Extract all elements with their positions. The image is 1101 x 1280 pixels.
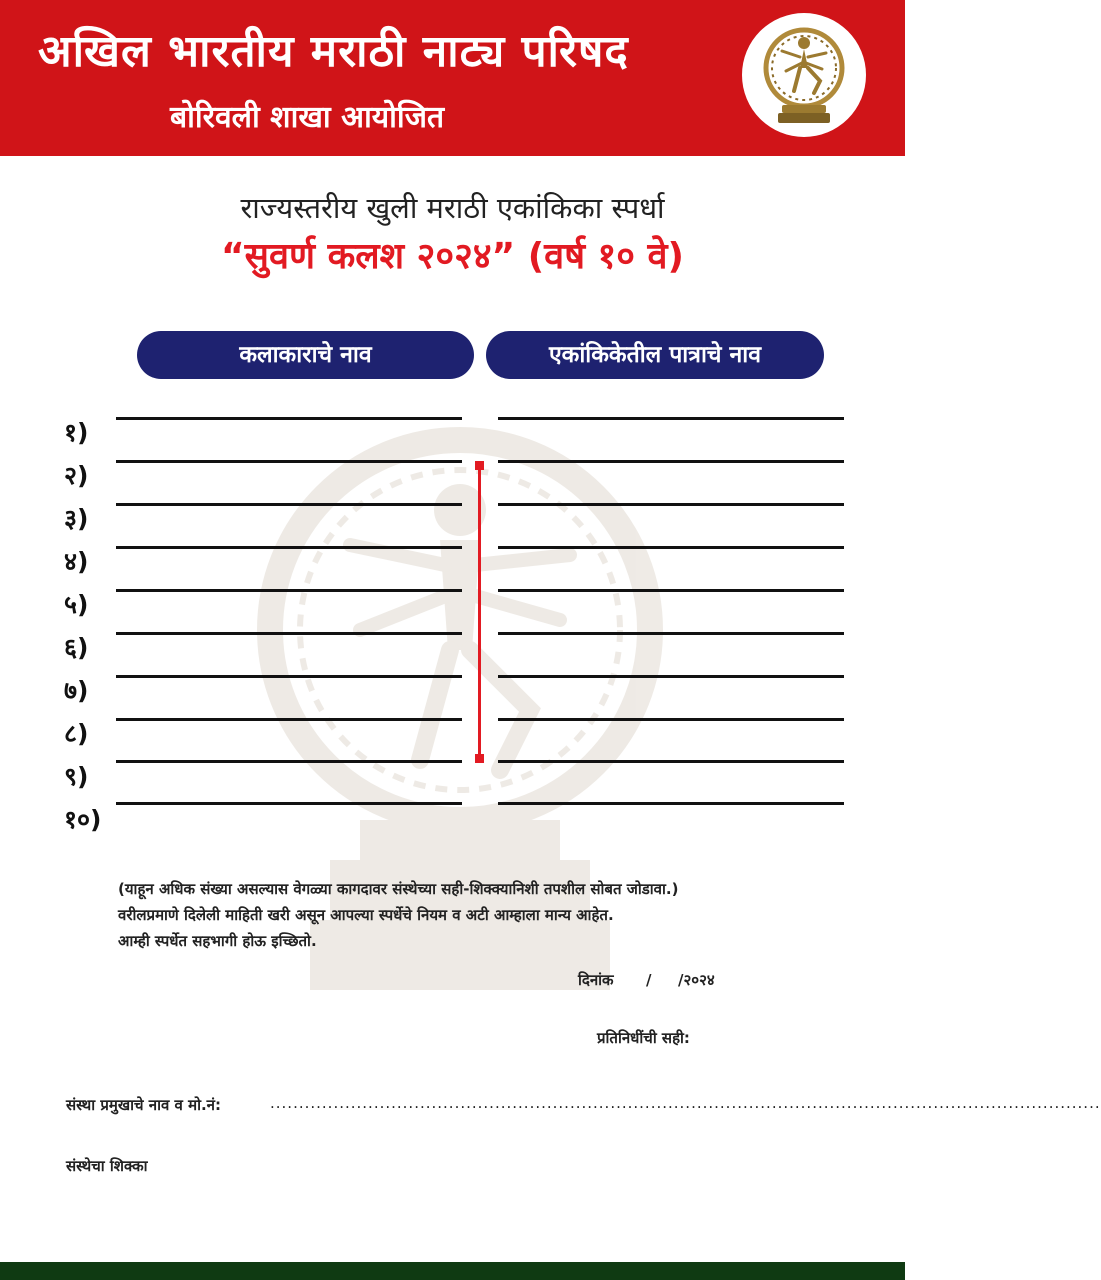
- column-divider: [478, 465, 481, 759]
- role-name-line[interactable]: [498, 417, 844, 420]
- note-participation: आम्ही स्पर्धेत सहभागी होऊ इच्छितो.: [118, 932, 317, 950]
- artist-name-line[interactable]: [116, 802, 462, 805]
- role-name-line[interactable]: [498, 589, 844, 592]
- artist-name-line[interactable]: [116, 675, 462, 678]
- role-name-line[interactable]: [498, 503, 844, 506]
- note-extra-sheet: (याहून अधिक संख्या असल्यास वेगळ्या कागदावर संस्थेच्या सही-शिक्क्यानिशी तपशील सोबत जोडावा.): [118, 880, 679, 898]
- role-name-line[interactable]: [498, 675, 844, 678]
- artist-name-line[interactable]: [116, 718, 462, 721]
- divider-cap-top: [475, 461, 484, 470]
- branch-subtitle: बोरिवली शाखा आयोजित: [170, 100, 445, 135]
- artist-name-line[interactable]: [116, 589, 462, 592]
- row-number: ९): [64, 762, 89, 791]
- footer-band: [0, 1262, 905, 1280]
- row-number: १): [64, 418, 89, 447]
- role-name-line[interactable]: [498, 760, 844, 763]
- date-separator: /: [646, 971, 652, 989]
- role-name-line[interactable]: [498, 632, 844, 635]
- artist-name-line[interactable]: [116, 503, 462, 506]
- row-number: १०): [64, 805, 102, 834]
- institution-head-field[interactable]: ................................................................................................................................................: [270, 1094, 1101, 1112]
- date-label: दिनांक: [578, 971, 614, 989]
- artist-name-line[interactable]: [116, 417, 462, 420]
- artist-name-line[interactable]: [116, 632, 462, 635]
- row-number: २): [64, 461, 89, 490]
- competition-title: राज्यस्तरीय खुली मराठी एकांकिका स्पर्धा: [240, 191, 665, 225]
- artist-name-line[interactable]: [116, 546, 462, 549]
- row-number: ६): [64, 633, 89, 662]
- row-number: ७): [64, 676, 89, 705]
- date-year[interactable]: /२०२४: [678, 971, 715, 989]
- note-declaration: वरीलप्रमाणे दिलेली माहिती खरी असून आपल्या स्पर्धेचे नियम व अटी आम्हाला मान्य आहेत.: [118, 906, 614, 924]
- institution-head-label: संस्था प्रमुखाचे नाव व मो.नं:: [66, 1096, 221, 1114]
- institution-stamp-label: संस्थेचा शिक्का: [66, 1157, 148, 1175]
- divider-cap-bottom: [475, 754, 484, 763]
- role-name-line[interactable]: [498, 718, 844, 721]
- row-number: ३): [64, 504, 89, 533]
- row-number: ४): [64, 547, 89, 576]
- competition-name: “सुवर्ण कलश २०२४” (वर्ष १० वे): [221, 236, 684, 277]
- artist-name-line[interactable]: [116, 760, 462, 763]
- role-name-column-header: एकांकिकेतील पात्राचे नाव: [486, 331, 824, 379]
- artist-name-line[interactable]: [116, 460, 462, 463]
- representative-signature-label: प्रतिनिधींची सही:: [597, 1029, 690, 1047]
- header-banner: [0, 0, 905, 156]
- row-number: ५): [64, 590, 89, 619]
- role-name-line[interactable]: [498, 460, 844, 463]
- role-name-line[interactable]: [498, 546, 844, 549]
- row-number: ८): [64, 719, 89, 748]
- nataraja-statue-icon: [742, 13, 866, 137]
- organization-name: अखिल भारतीय मराठी नाट्य परिषद: [38, 26, 629, 77]
- role-name-line[interactable]: [498, 802, 844, 805]
- artist-name-column-header: कलाकाराचे नाव: [137, 331, 474, 379]
